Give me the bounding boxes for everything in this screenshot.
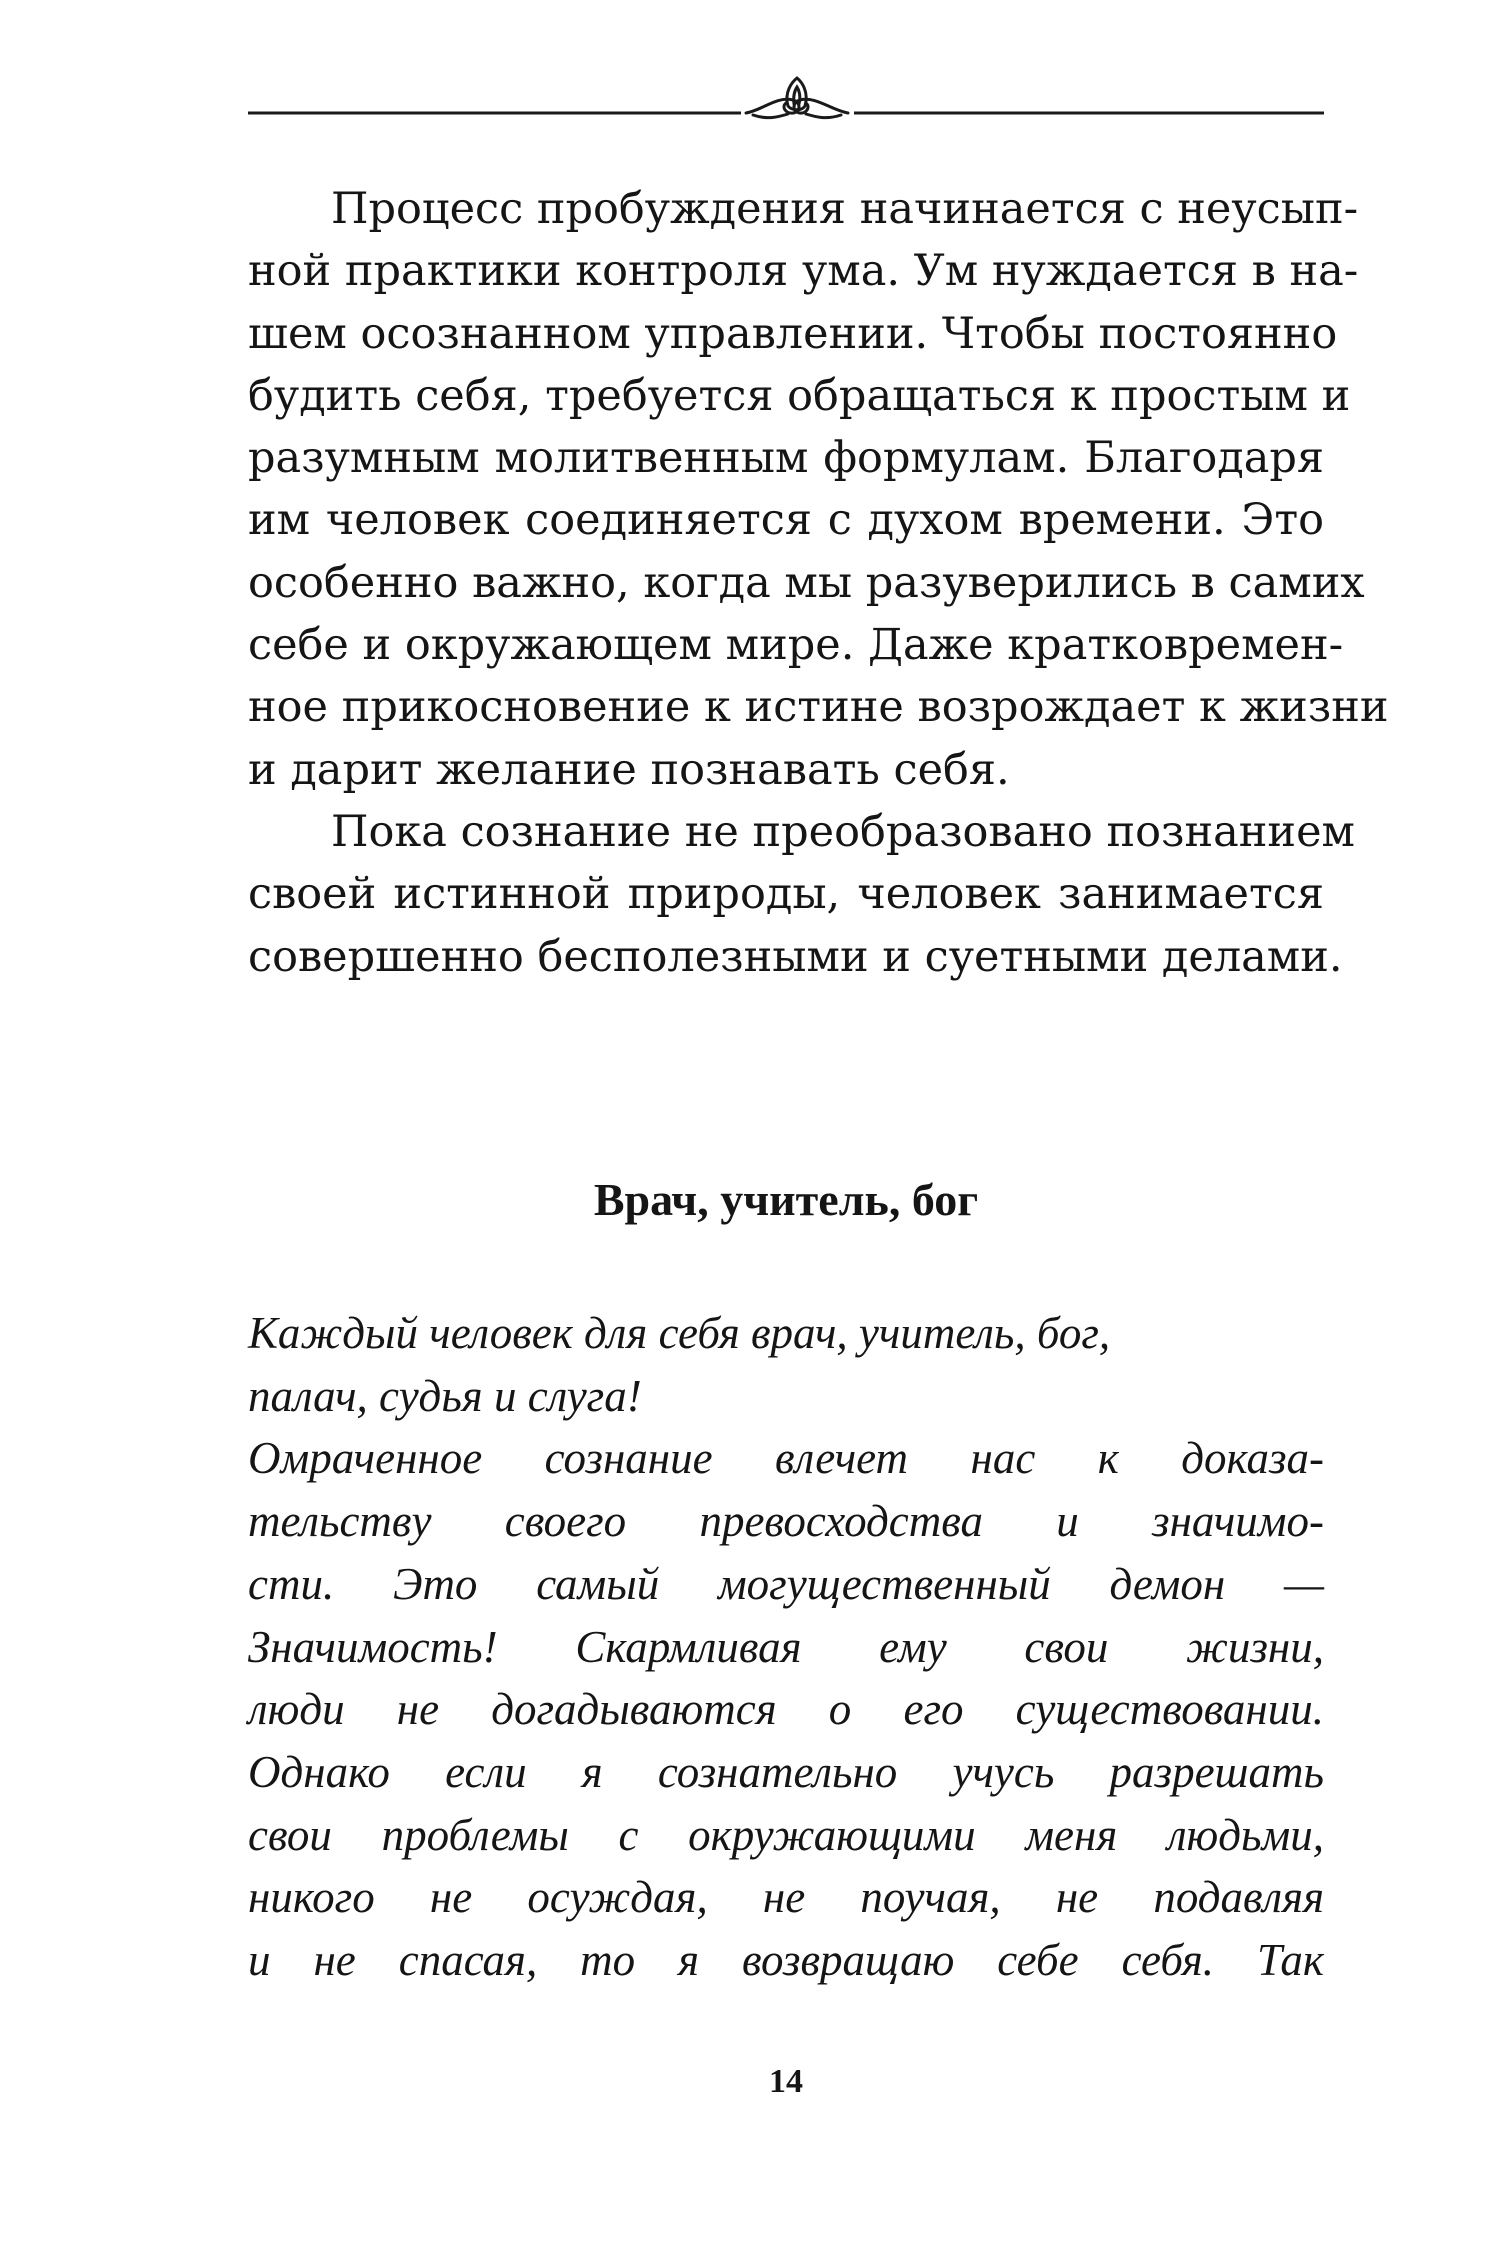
text-line: особенно важно, когда мы разуверились в самих	[248, 557, 1365, 608]
text-line: ной практики контроля ума. Ум нуждается в на-	[248, 246, 1359, 297]
epigraph	[248, 1302, 1324, 1992]
text-line: Процесс пробуждения начинается с неусып-	[331, 184, 1359, 234]
section-title: Врач, учитель, бог	[593, 1174, 979, 1225]
epigraph-line: никого не осуждая, не поучая, не подавляя	[248, 1872, 1324, 1923]
epigraph-line: тельству своего превосходства и значимо-	[248, 1496, 1324, 1547]
text-line: своей истинной природы, человек занимается	[248, 869, 1324, 920]
epigraph-line: Однако если я сознательно учусь разрешать	[248, 1746, 1324, 1797]
text-line: разумным молитвенным формулам. Благодаря	[248, 433, 1324, 484]
text-line: себе и окружающем мире. Даже кратковремен-	[248, 620, 1344, 671]
text-line: будить себя, требуется обращаться к простым и	[248, 370, 1351, 421]
text-line: ное прикосновение к истине возрождает к жизни	[248, 682, 1389, 733]
epigraph-line: свои проблемы с окружающими меня людьми,	[248, 1809, 1324, 1860]
text-line: им человек соединяется с духом времени. Это	[248, 495, 1324, 546]
paragraph-1	[248, 178, 1389, 801]
epigraph-line: люди не догадываются о его существовании.	[248, 1684, 1324, 1735]
header-ornament	[248, 70, 1324, 130]
text-line: Пока сознание не преобразовано познанием	[331, 806, 1355, 857]
floral-ornament-icon	[248, 70, 1324, 130]
epigraph-line: сти. Это самый могущественный демон —	[248, 1558, 1324, 1609]
text-line: и дарит желание познавать себя.	[248, 744, 1010, 795]
text-line: шем осознанном управлении. Чтобы постоянно	[248, 308, 1338, 359]
epigraph-line: и не спасая, то я возвращаю себе себя. Так	[248, 1935, 1324, 1986]
epigraph-line: Каждый человек для себя врач, учитель, бог,	[248, 1308, 1111, 1358]
epigraph-line: Значимость! Скармливая ему свои жизни,	[248, 1621, 1324, 1672]
text-line: совершенно бесполезными и суетными делами.	[248, 931, 1343, 982]
page-number: 14	[769, 2063, 803, 2100]
epigraph-line: Омраченное сознание влечет нас к доказа-	[248, 1433, 1324, 1484]
paragraph-2	[248, 801, 1355, 988]
epigraph-line: палач, судья и слуга!	[248, 1370, 642, 1421]
body-text	[248, 178, 1389, 988]
